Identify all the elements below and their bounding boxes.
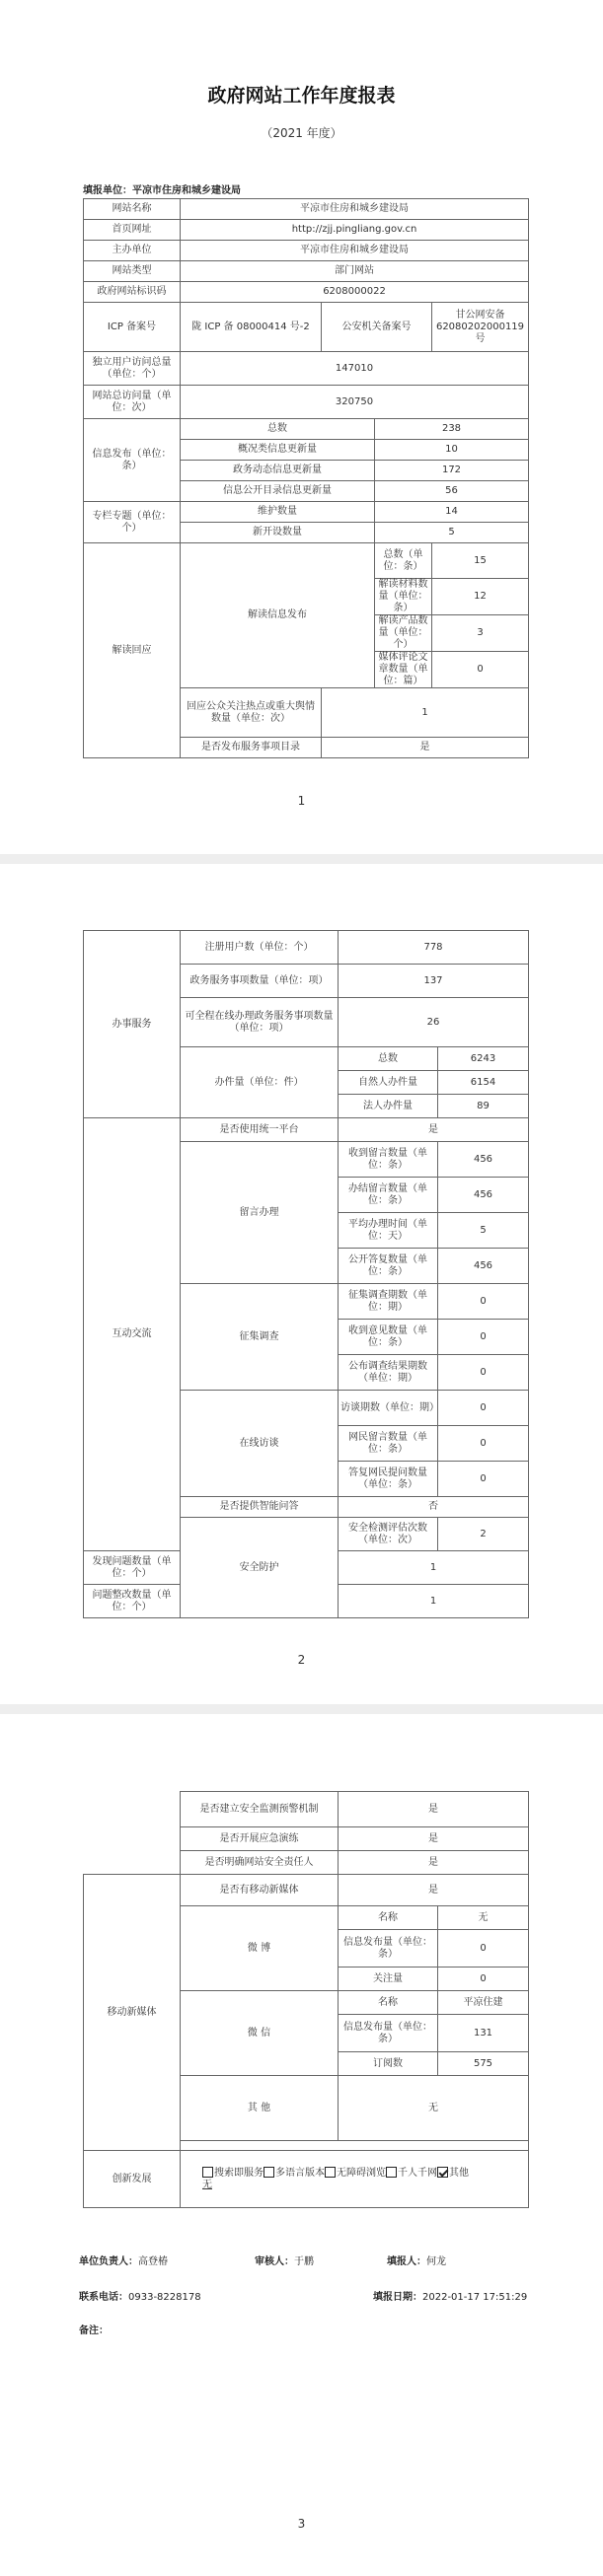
label-uv: 独立用户访问总量（单位：个） <box>84 352 181 386</box>
label-site-code: 政府网站标识码 <box>84 282 181 303</box>
label-col-maintain: 维护数量 <box>181 502 375 523</box>
page-separator-1 <box>0 854 603 864</box>
security-continuation <box>84 1792 181 1875</box>
value-weibo-posts: 0 <box>438 1930 529 1968</box>
value-sec-person: 是 <box>339 1851 529 1875</box>
innov-option-4[interactable]: 其他 <box>437 2168 469 2179</box>
value-interp-product: 3 <box>432 615 529 652</box>
label-wechat-subs: 订阅数 <box>339 2052 438 2076</box>
label-mobile: 移动新媒体 <box>84 1875 181 2151</box>
checkbox-icon[interactable] <box>325 2167 336 2178</box>
label-col-new: 新开设数量 <box>181 523 375 543</box>
value-sponsor: 平凉市住房和城乡建设局 <box>181 241 529 261</box>
label-ia-sv-result: 公布调查结果期数（单位：期） <box>339 1355 438 1391</box>
value-other: 无 <box>339 2076 529 2141</box>
checkbox-icon[interactable] <box>202 2167 213 2178</box>
footer-head: 单位负责人：高登椿 <box>79 2256 168 2267</box>
label-sec-monitor: 是否建立安全监测预警机制 <box>181 1792 339 1827</box>
value-weibo-name: 无 <box>438 1906 529 1930</box>
label-sec-drill: 是否开展应急演练 <box>181 1827 339 1851</box>
label-sec-test: 安全检测评估次数（单位：次） <box>339 1518 438 1551</box>
value-ia-recv: 456 <box>438 1142 529 1178</box>
label-weibo: 微 博 <box>181 1906 339 1991</box>
value-uv: 147010 <box>181 352 529 386</box>
label-wechat-name: 名称 <box>339 1991 438 2015</box>
label-interp-total: 总数（单位：条） <box>375 543 432 579</box>
value-wechat-posts: 131 <box>438 2015 529 2052</box>
value-ia-on-reply: 0 <box>438 1462 529 1497</box>
label-site-name: 网站名称 <box>84 199 181 220</box>
value-sec-fix: 1 <box>339 1585 529 1618</box>
value-sec-test: 2 <box>438 1518 529 1551</box>
value-svc-online: 26 <box>339 998 529 1047</box>
label-interp-product: 解读产品数量（单位：个） <box>375 615 432 652</box>
label-interp: 解读回应 <box>84 543 181 758</box>
label-svc-items: 政务服务事项数量（单位：项） <box>181 965 339 998</box>
checkbox-icon[interactable] <box>386 2167 397 2178</box>
value-svc-users: 778 <box>339 931 529 965</box>
report-title: 政府网站工作年度报表 <box>207 85 396 107</box>
label-info: 信息发布（单位：条） <box>84 419 181 502</box>
page-1 <box>0 0 603 854</box>
value-sec-drill: 是 <box>339 1827 529 1851</box>
label-sec-found: 发现问题数量（单位：个） <box>84 1551 181 1585</box>
label-weibo-name: 名称 <box>339 1906 438 1930</box>
label-ia-on-count: 访谈期数（单位：期） <box>339 1391 438 1426</box>
label-wechat-posts: 信息发布量（单位：条） <box>339 2015 438 2052</box>
label-innov: 创新发展 <box>84 2151 181 2208</box>
footer-filler: 填报人：何龙 <box>387 2256 446 2267</box>
page-number-1: 1 <box>297 794 306 808</box>
mobile-spacer <box>181 2141 529 2151</box>
label-ia-sv-opinion: 收到意见数量（单位：条） <box>339 1320 438 1355</box>
label-ia-avg: 平均办理时间（单位：天） <box>339 1213 438 1249</box>
label-info-affairs: 政务动态信息更新量 <box>181 461 375 481</box>
label-other: 其 他 <box>181 2076 339 2141</box>
label-interp-release: 解读信息发布 <box>181 543 375 688</box>
value-ia-sv-opinion: 0 <box>438 1320 529 1355</box>
value-search: 是 <box>322 738 529 758</box>
label-ia-msg: 留言办理 <box>181 1142 339 1284</box>
label-ia-platform: 是否使用统一平台 <box>181 1118 339 1142</box>
checkbox-icon[interactable] <box>264 2167 274 2178</box>
footer-note: 备注： <box>79 2326 109 2336</box>
label-svc-total: 总数 <box>339 1047 438 1071</box>
footer-reviewer: 审核人：于鹏 <box>255 2256 314 2267</box>
label-ia-reply: 公开答复数量（单位：条） <box>339 1249 438 1284</box>
value-wechat-subs: 575 <box>438 2052 529 2076</box>
value-info-open: 56 <box>375 481 529 502</box>
label-search: 是否发布服务事项目录 <box>181 738 322 758</box>
value-col-maintain: 14 <box>375 502 529 523</box>
value-sec-monitor: 是 <box>339 1792 529 1827</box>
value-ia-sv-result: 0 <box>438 1355 529 1391</box>
label-mob-has: 是否有移动新媒体 <box>181 1875 339 1906</box>
report-table-page3 <box>83 1791 529 2208</box>
report-table-page1 <box>83 198 529 758</box>
innov-other-text: 无 <box>202 2180 212 2190</box>
label-pv: 网站总访问量（单位：次） <box>84 386 181 419</box>
label-icp: ICP 备案号 <box>84 303 181 352</box>
value-col-new: 5 <box>375 523 529 543</box>
label-svc-online: 可全程在线办理政务服务事项数量（单位：项） <box>181 998 339 1047</box>
value-homepage: http://zjj.pingliang.gov.cn <box>181 220 529 241</box>
label-sponsor: 主办单位 <box>84 241 181 261</box>
report-table-page2 <box>83 930 529 1618</box>
value-ia-on-count: 0 <box>438 1391 529 1426</box>
label-police: 公安机关备案号 <box>322 303 432 352</box>
checkbox-checked-icon[interactable] <box>437 2167 448 2178</box>
label-interact: 互动交流 <box>84 1118 181 1551</box>
value-svc-legal: 89 <box>438 1095 529 1118</box>
value-police: 甘公网安备 62080202000119 号 <box>432 303 529 352</box>
label-site-type: 网站类型 <box>84 261 181 282</box>
reporting-unit: 填报单位：平凉市住房和城乡建设局 <box>83 185 241 196</box>
label-ia-recv: 收到留言数量（单位：条） <box>339 1142 438 1178</box>
label-interp-media: 媒体评论文章数量（单位：篇） <box>375 652 432 688</box>
label-svc-users: 注册用户数（单位：个） <box>181 931 339 965</box>
label-info-total: 总数 <box>181 419 375 440</box>
value-ia-sv-count: 0 <box>438 1284 529 1320</box>
value-info-affairs: 172 <box>375 461 529 481</box>
value-ia-platform: 是 <box>339 1118 529 1142</box>
value-wechat-name: 平凉住建 <box>438 1991 529 2015</box>
footer-date: 填报日期：2022-01-17 17:51:29 <box>373 2292 528 2303</box>
label-wechat: 微 信 <box>181 1991 339 2076</box>
value-pv: 320750 <box>181 386 529 419</box>
label-ia-smart: 是否提供智能问答 <box>181 1497 339 1518</box>
value-info-total: 238 <box>375 419 529 440</box>
value-site-name: 平凉市住房和城乡建设局 <box>181 199 529 220</box>
page-2 <box>0 864 603 1704</box>
label-ia-done: 办结留言数量（单位：条） <box>339 1178 438 1213</box>
label-ia-sv-count: 征集调查期数（单位：期） <box>339 1284 438 1320</box>
value-svc-items: 137 <box>339 965 529 998</box>
footer-phone: 联系电话：0933-8228178 <box>79 2292 201 2303</box>
report-year: （2021 年度） <box>261 126 342 140</box>
value-svc-person: 6154 <box>438 1071 529 1095</box>
label-sec-fix: 问题整改数量（单位：个） <box>84 1585 181 1618</box>
value-svc-total: 6243 <box>438 1047 529 1071</box>
innov-option-2[interactable]: 无障碍浏览 <box>325 2168 386 2179</box>
label-info-overview: 概况类信息更新量 <box>181 440 375 461</box>
value-ia-done: 456 <box>438 1178 529 1213</box>
innov-options <box>181 2151 529 2208</box>
label-svc-handle: 办件量（单位：件） <box>181 1047 339 1118</box>
value-sec-found: 1 <box>339 1551 529 1585</box>
label-ia-online: 在线访谈 <box>181 1391 339 1497</box>
value-interp-total: 15 <box>432 543 529 579</box>
label-sec-person: 是否明确网站安全责任人 <box>181 1851 339 1875</box>
innov-option-1[interactable]: 多语言版本 <box>264 2168 325 2179</box>
label-ia-survey: 征集调查 <box>181 1284 339 1391</box>
value-icp: 陇 ICP 备 08000414 号-2 <box>181 303 322 352</box>
value-ia-reply: 456 <box>438 1249 529 1284</box>
value-site-code: 6208000022 <box>181 282 529 303</box>
page-separator-2 <box>0 1704 603 1714</box>
label-weibo-follow: 关注量 <box>339 1968 438 1991</box>
page-number-3: 3 <box>297 2517 306 2531</box>
label-homepage: 首页网址 <box>84 220 181 241</box>
value-ia-avg: 5 <box>438 1213 529 1249</box>
label-ia-on-msg: 网民留言数量（单位：条） <box>339 1426 438 1462</box>
page-number-2: 2 <box>297 1653 306 1667</box>
label-interp-material: 解读材料数量（单位：条） <box>375 579 432 615</box>
page-3 <box>0 1714 603 2576</box>
label-info-open: 信息公开目录信息更新量 <box>181 481 375 502</box>
value-interp-material: 12 <box>432 579 529 615</box>
value-ia-smart: 否 <box>339 1497 529 1518</box>
label-interp-hot: 回应公众关注热点或重大舆情数量（单位：次） <box>181 688 322 738</box>
label-weibo-posts: 信息发布量（单位：条） <box>339 1930 438 1968</box>
innov-option-0[interactable]: 搜索即服务 <box>202 2168 264 2179</box>
value-mob-has: 是 <box>339 1875 529 1906</box>
value-info-overview: 10 <box>375 440 529 461</box>
value-interp-hot: 1 <box>322 688 529 738</box>
label-service: 办事服务 <box>84 931 181 1118</box>
label-column: 专栏专题（单位：个） <box>84 502 181 543</box>
value-site-type: 部门网站 <box>181 261 529 282</box>
value-interp-media: 0 <box>432 652 529 688</box>
label-ia-on-reply: 答复网民提问数量（单位：条） <box>339 1462 438 1497</box>
innov-option-3[interactable]: 千人千网 <box>386 2168 437 2179</box>
value-weibo-follow: 0 <box>438 1968 529 1991</box>
label-security: 安全防护 <box>181 1518 339 1618</box>
label-svc-legal: 法人办件量 <box>339 1095 438 1118</box>
value-ia-on-msg: 0 <box>438 1426 529 1462</box>
label-svc-person: 自然人办件量 <box>339 1071 438 1095</box>
